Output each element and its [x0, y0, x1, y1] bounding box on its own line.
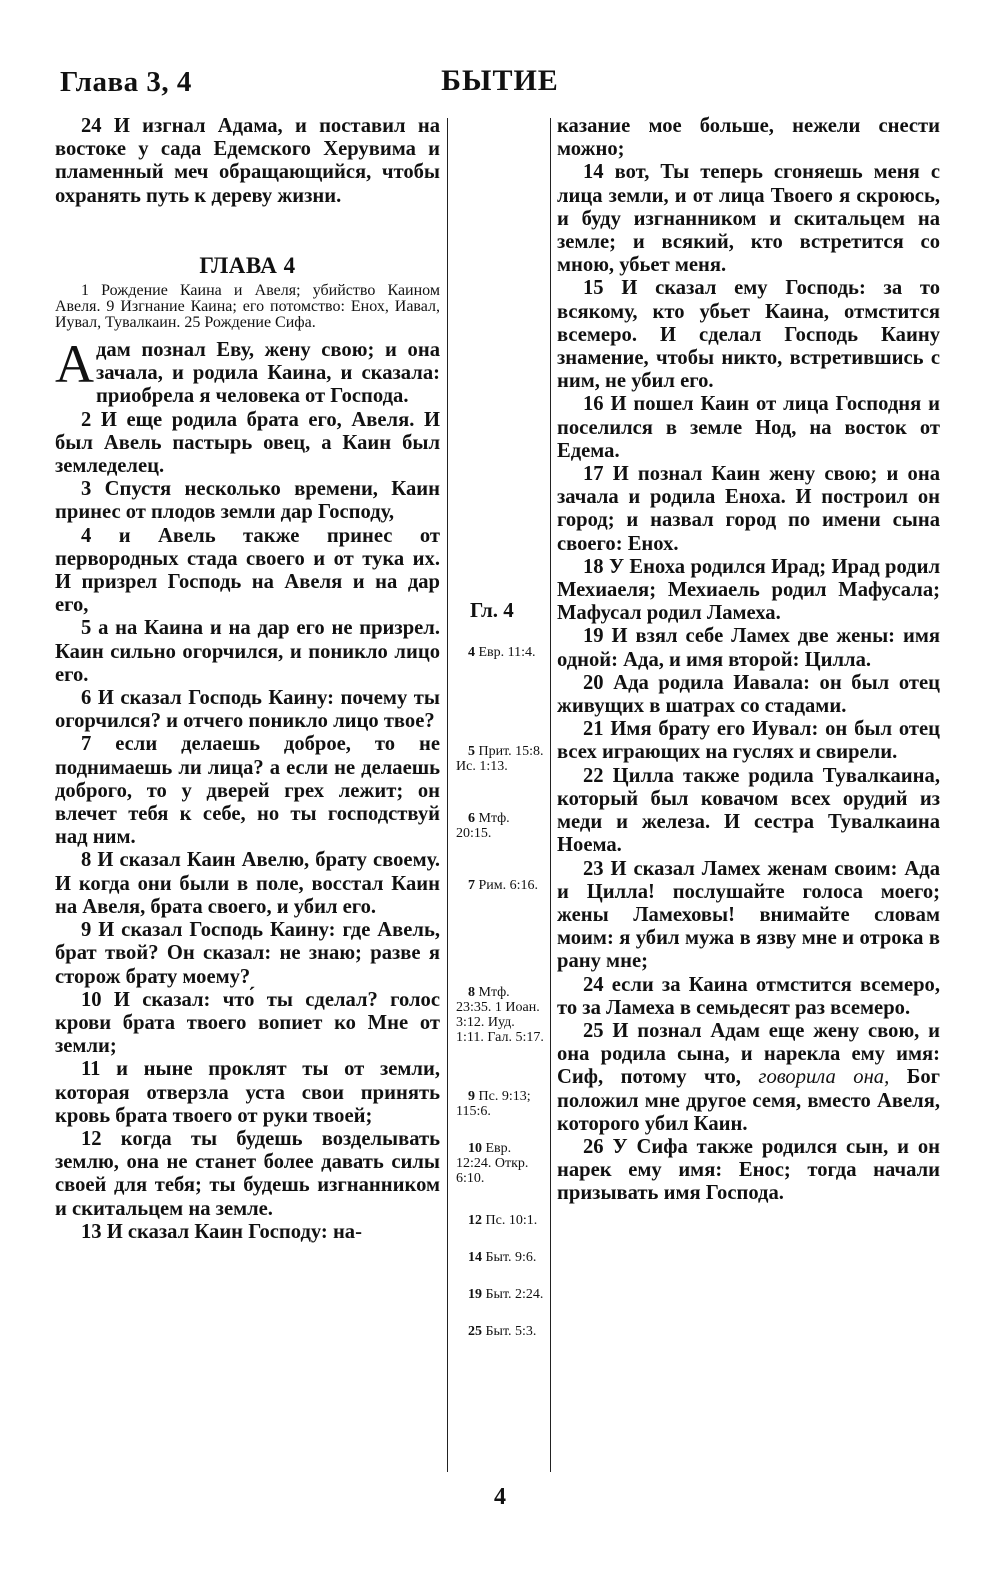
verse-4-3: 3 Спустя несколько времени, Каин принес от плодов земли дар Господу,: [55, 478, 440, 524]
cross-ref-text: Мтф. 20:15.: [456, 811, 510, 841]
cross-ref-verse: 10: [468, 1141, 482, 1156]
verse-4-5: 5 а на Каина и на дар его не призрел. Каин сильно огорчился, и поникло лицо его.: [55, 617, 440, 686]
column-divider-right: [550, 118, 551, 1472]
verse-4-4: 4 и Авель также принес от первородных стада своего и от тука их. И призрел Господь на Авеля и на дар его,: [55, 524, 440, 617]
cross-ref-text: Евр. 12:24. Откр. 6:10.: [456, 1141, 529, 1186]
verse-3-24: 24 И изгнал Адама, и поставил на востоке у сада Едемского Херувима и пламенный меч обращающийся, чтобы охранять путь к дереву жизни.: [55, 115, 440, 207]
margin-chapter-label: Гл. 4: [470, 598, 514, 622]
verse-4-20: 20 Ада родила Иавала: он был отец живущих в шатрах со стадами.: [557, 671, 940, 718]
cross-ref-verse: 4: [468, 645, 475, 660]
verse-4-1: [55, 334, 440, 409]
cross-ref: [456, 1141, 544, 1186]
verse-4-8: 8 И сказал Каин Авелю, брату своему. И когда они были в поле, восстал Каин на Авеля, брата своего, и убил его.: [55, 849, 440, 918]
verse-4-25: [557, 1020, 940, 1136]
cross-ref-verse: 5: [468, 744, 475, 759]
page-number: 4: [494, 1484, 506, 1510]
chapter-heading: ГЛАВА 4: [199, 252, 296, 278]
verse-4-18: 18 У Еноха родился Ирад; Ирад родил Мехиаеля; Мехиаель родил Мафусала; Мафусал родил Ламеха.: [557, 555, 940, 625]
cross-ref: [456, 985, 544, 1045]
cross-references: [456, 0, 544, 1590]
cross-ref: [456, 744, 544, 774]
verse-4-25-italic: говорила она,: [758, 1066, 890, 1089]
cross-ref-text: Быт. 5:3.: [485, 1324, 537, 1339]
cross-ref-text: Быт. 2:24.: [485, 1287, 544, 1302]
right-column: [557, 115, 940, 1206]
verse-4-14: 14 вот, Ты теперь сгоняешь меня с лица земли, и от лица Твоего я скроюсь, и буду изгнанником и скитальцем на земле; и всякий, кто встретится со мною, убьет меня.: [557, 161, 940, 277]
cross-ref-verse: 14: [468, 1250, 482, 1265]
verse-4-13: 13 И сказал Каин Господу: на-: [81, 1220, 362, 1243]
cross-ref: [456, 1213, 544, 1228]
cross-ref-text: Мтф. 23:35. 1 Иоан. 3:12. Иуд. 1:11. Гал. 5:17.: [456, 985, 544, 1045]
cross-ref-text: Евр. 11:4.: [478, 645, 536, 660]
cross-ref-verse: 19: [468, 1287, 482, 1302]
verse-4-24: 24 если за Каина отмстится всемеро, то за Ламеха в семьдесят раз всемеро.: [557, 973, 940, 1019]
cross-ref: [456, 1324, 544, 1339]
cross-ref-verse: 8: [468, 985, 475, 1000]
drop-cap: А: [55, 334, 94, 395]
verse-4-1-text: дам познал Еву, жену свою; и она зачала, и родила Каина, и сказала: приобрела я человека от Господа.: [96, 339, 440, 408]
verse-4-23: 23 И сказал Ламех женам своим: Ада и Цилла! послушайте голоса моего; жены Ламеховы! внимайте словам моим: я убил мужа в язву мне и отрока в рану мне;: [557, 857, 940, 973]
cross-ref-text: Рим. 6:16.: [478, 878, 539, 893]
cross-ref: [456, 811, 544, 841]
chapter-summary: 1 Рождение Каина и Авеля; убийство Каином Авеля. 9 Изгнание Каина; его потомство: Енох, Иавал, Иувал, Тувалкаин. 25 Рождение Сифа.: [55, 282, 440, 332]
chapter-spacer: [55, 208, 440, 254]
column-divider-left: [447, 118, 448, 1472]
verse-4-25-part-b: Бог положил мне другое семя, вместо Авеля, которого убил Каин.: [557, 1066, 940, 1135]
cross-ref-text: Прит. 15:8. Ис. 1:13.: [456, 744, 544, 774]
cross-ref-verse: 7: [468, 878, 475, 893]
verse-4-15: 15 И сказал ему Господь: за то всякому, кто убьет Каина, отмстится всемеро. И сделал Господь Каину знамение, чтобы никто, встретившись с ним, не убил его.: [557, 277, 940, 393]
verse-4-2: 2 И еще родила брата его, Авеля. И был Авель пастырь овец, а Каин был земледелец.: [55, 408, 440, 478]
verse-4-22: 22 Цилла также родила Тувалкаина, который был ковачом всех орудий из меди и железа. И сестра Тувалкаина Ноема.: [557, 764, 940, 857]
cross-ref: [456, 1250, 544, 1265]
verse-4-17: 17 И познал Каин жену свою; и она зачала и родила Еноха. И построил он город; и назвал город по имени сына своего: Енох.: [557, 463, 940, 555]
cross-ref-text: Пс. 9:13; 115:6.: [456, 1089, 531, 1119]
cross-ref-verse: 9: [468, 1089, 475, 1104]
cross-ref-verse: 12: [468, 1213, 482, 1228]
verse-4-12: 12 когда ты будешь возделывать землю, она не станет более давать силы своей для тебя; ты будешь изгнанником и скитальцем на земле.: [55, 1127, 440, 1220]
cross-ref-verse: 6: [468, 811, 475, 826]
cross-ref-text: Пс. 10:1.: [485, 1213, 538, 1228]
cross-ref: [456, 645, 544, 660]
verse-4-21: 21 Имя брату его Иувал: он был отец всех играющих на гуслях и свирели.: [557, 718, 940, 764]
verse-4-10: 10 И сказал: что́ ты сделал? голос крови брата твоего вопиет ко Мне от земли;: [55, 988, 440, 1058]
cross-ref: [456, 1089, 544, 1119]
verse-4-26: 26 У Сифа также родился сын, и он нарек ему имя: Енос; тогда начали призывать имя Господа.: [557, 1135, 940, 1205]
verse-4-11: 11 и ныне проклят ты от земли, которая отверзла уста свои принять кровь брата твоего от руки твоей;: [55, 1058, 440, 1127]
running-header-chapter: Глава 3, 4: [60, 66, 192, 98]
left-column: [55, 115, 440, 1244]
verse-4-25-part-a: 25 И познал Адам еще жену свою, и она родила сына, и нарекла ему имя: Сиф, потому что,: [557, 1019, 940, 1089]
cross-ref-text: Быт. 9:6.: [485, 1250, 537, 1265]
verse-4-7: 7 если делаешь доброе, то не поднимаешь ли лица? а если не делаешь доброго, то у дверей грех лежит; он влечет тебя к себе, но ты господствуй над ним.: [55, 733, 440, 849]
verse-4-13-continued: казание мое больше, нежели снести можно;: [557, 115, 940, 161]
verse-4-16: 16 И пошел Каин от лица Господня и поселился в земле Нод, на восток от Едема.: [557, 393, 940, 462]
verse-4-6: 6 И сказал Господь Каину: почему ты огорчился? и отчего поникло лицо твое?: [55, 687, 440, 733]
cross-ref: [456, 878, 544, 893]
cross-ref-verse: 25: [468, 1324, 482, 1339]
running-header-book-title: БЫТИЕ: [441, 64, 559, 97]
cross-ref: [456, 1287, 544, 1302]
verse-4-9: 9 И сказал Господь Каину: где Авель, брат твой? Он сказал: не знаю; разве я сторож брату моему?: [55, 919, 440, 988]
verse-4-19: 19 И взял себе Ламех две жены: имя одной: Ада, и имя второй: Цилла.: [557, 625, 940, 671]
